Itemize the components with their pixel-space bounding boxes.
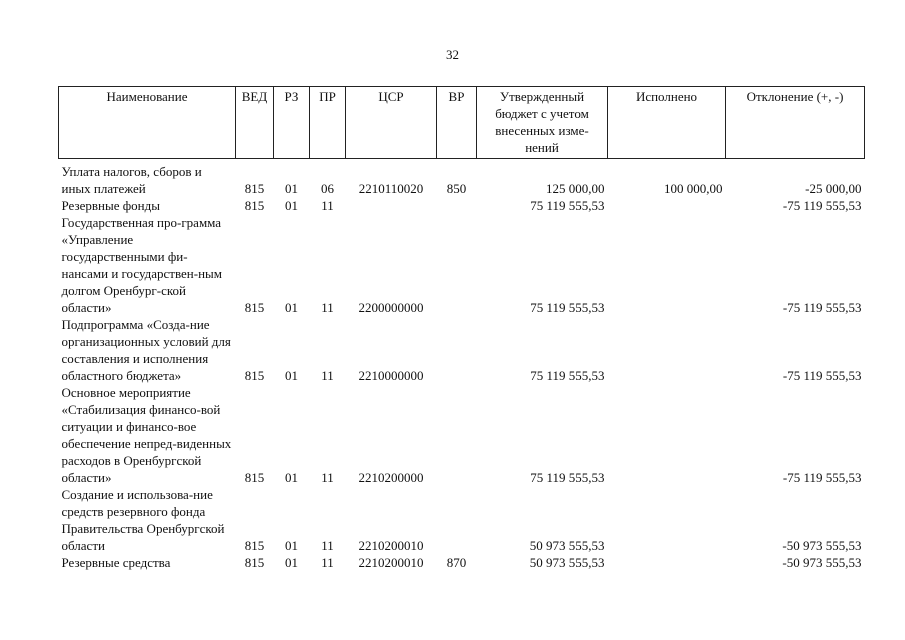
row-rz: 01 <box>285 538 298 553</box>
row-rz: 01 <box>285 198 298 213</box>
row-executed <box>608 197 726 214</box>
row-approved: 125 000,00 <box>546 181 605 196</box>
row-csr: 2210110020 <box>358 181 424 196</box>
row-name: Основное мероприятие «Стабилизация финансо-вой ситуации и финансо-вое обеспечение непред-виденных расходов в Оренбургской области» <box>61 385 232 485</box>
row-executed: 100 000,00 <box>664 181 723 196</box>
table-row <box>59 554 865 571</box>
row-ved: 815 <box>244 555 265 570</box>
row-deviation: -50 973 555,53 <box>782 538 862 553</box>
row-deviation: -75 119 555,53 <box>782 470 862 485</box>
row-rz: 01 <box>285 470 298 485</box>
row-vr <box>437 197 477 214</box>
row-ved: 815 <box>244 181 265 196</box>
row-csr: 2210000000 <box>358 368 424 383</box>
row-deviation: -25 000,00 <box>805 181 862 196</box>
row-executed <box>608 554 726 571</box>
row-name: Уплата налогов, сборов и иных платежей <box>61 164 202 196</box>
row-csr: 2210200010 <box>358 555 424 570</box>
row-ved: 815 <box>244 198 265 213</box>
row-vr: 870 <box>446 555 467 570</box>
row-pr: 06 <box>321 181 334 196</box>
page-number: 32 <box>446 47 459 62</box>
row-pr: 11 <box>321 300 334 315</box>
row-ved: 815 <box>244 300 265 315</box>
row-pr: 11 <box>321 538 334 553</box>
row-pr: 11 <box>321 470 334 485</box>
header-deviation: Отклонение (+, -) <box>726 87 865 159</box>
row-vr <box>437 214 477 316</box>
row-deviation: -50 973 555,53 <box>782 555 862 570</box>
budget-table <box>58 86 865 571</box>
row-approved: 75 119 555,53 <box>530 470 605 485</box>
row-approved: 75 119 555,53 <box>530 368 605 383</box>
row-deviation: -75 119 555,53 <box>782 198 862 213</box>
header-name: Наименование <box>59 87 236 159</box>
table-row <box>59 384 865 486</box>
row-approved: 75 119 555,53 <box>530 300 605 315</box>
row-executed <box>608 486 726 554</box>
row-vr: 850 <box>446 181 467 196</box>
row-ved: 815 <box>244 368 265 383</box>
row-deviation: -75 119 555,53 <box>782 368 862 383</box>
table-header <box>59 87 865 159</box>
row-name: Резервные фонды <box>61 198 160 213</box>
header-approved: Утвержденный бюджет с учетом внесенных изме-нений <box>477 87 608 159</box>
header-executed: Исполнено <box>608 87 726 159</box>
table-row <box>59 486 865 554</box>
row-ved: 815 <box>244 538 265 553</box>
table-body <box>59 159 865 572</box>
header-rz: РЗ <box>274 87 310 159</box>
row-vr <box>437 316 477 384</box>
row-pr: 11 <box>321 368 334 383</box>
row-csr: 2210200010 <box>358 538 424 553</box>
table-row <box>59 316 865 384</box>
row-vr <box>437 486 477 554</box>
table-row <box>59 159 865 198</box>
row-rz: 01 <box>285 368 298 383</box>
row-rz: 01 <box>285 300 298 315</box>
row-deviation: -75 119 555,53 <box>782 300 862 315</box>
row-executed <box>608 316 726 384</box>
row-executed <box>608 384 726 486</box>
header-pr: ПР <box>310 87 346 159</box>
header-vr: ВР <box>437 87 477 159</box>
row-name: Резервные средства <box>61 555 171 570</box>
header-csr: ЦСР <box>346 87 437 159</box>
row-pr: 11 <box>321 198 334 213</box>
row-vr <box>437 384 477 486</box>
row-csr <box>346 197 437 214</box>
row-name: Создание и использова-ние средств резервного фонда Правительства Оренбургской области <box>61 487 225 553</box>
header-ved: ВЕД <box>236 87 274 159</box>
row-rz: 01 <box>285 555 298 570</box>
table-row <box>59 197 865 214</box>
row-name: Подпрограмма «Созда-ние организационных условий для составления и исполнения областного бюджета» <box>61 317 231 383</box>
table-row <box>59 214 865 316</box>
row-rz: 01 <box>285 181 298 196</box>
row-name: Государственная про-грамма «Управление государственными фи-нансами и государствен-ным долгом Оренбург-ской области» <box>61 215 223 315</box>
row-executed <box>608 214 726 316</box>
row-csr: 2200000000 <box>358 300 424 315</box>
row-approved: 50 973 555,53 <box>529 555 605 570</box>
row-approved: 75 119 555,53 <box>530 198 605 213</box>
row-csr: 2210200000 <box>358 470 424 485</box>
row-ved: 815 <box>244 470 265 485</box>
row-pr: 11 <box>321 555 334 570</box>
row-approved: 50 973 555,53 <box>529 538 605 553</box>
